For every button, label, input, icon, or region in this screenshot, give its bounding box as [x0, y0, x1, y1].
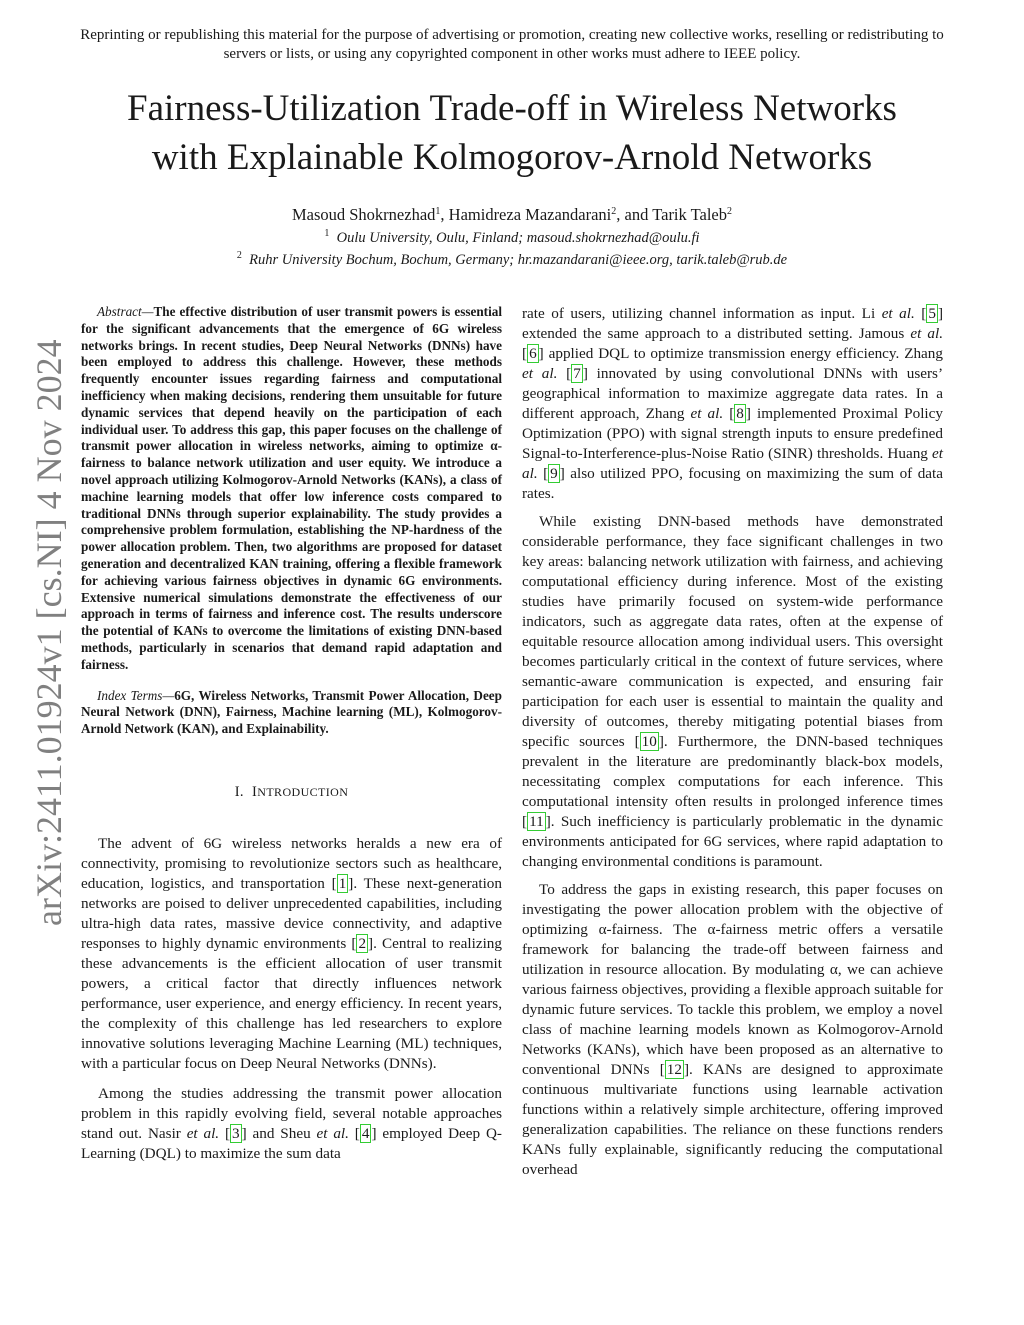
author-name: Tarik Taleb — [652, 205, 728, 224]
citation-link[interactable]: 1 — [338, 874, 347, 892]
left-column — [81, 304, 502, 1174]
author-name: Hamidreza Mazandarani — [448, 205, 612, 224]
paragraph: While existing DNN-based methods have demonstrated considerable performance, they face significant challenges in two key areas: balancing network utilization with fairness, and achieving computational efficiency during inference. Most of the existing studies have primarily focused on system-wide performance indicators, such as aggregate data rates, often at the expense of equitable resource allocation among individual users. This oversight becomes particularly critical in the context of future services, where semantic-aware communication is expected, and ensuring fair participation for each user is essential to maintain the quality and diversity of outcomes, thereby mitigating potential biases from specific sources [ 10 ]. Furthermore, the DNN-based techniques prevalent in the literature are predominantly black-box models, necessitating complex computations for each inference. This computational intensity often results in prolonged inference times [ 11 ]. Such inefficiency is particularly problematic in the dynamic environments anticipated for 6G services, where rapid adaptation to changing environmental conditions is paramount. — [522, 513, 943, 870]
ieee-copyright-notice: Reprinting or republishing this material for the purpose of advertising or promotion, creating new collective works, reselling or redistributing to servers or lists, or using any copyrighted component in other works must adhere to IEEE policy. — [80, 27, 944, 62]
paragraph: Among the studies addressing the transmit power allocation problem in this rapidly evolving field, several notable approaches stand out. Nasir et al. [ 3 ] and Sheu et al. [ 4 ] employed Deep Q-Learning (DQL) to maximize the sum data — [81, 1084, 502, 1162]
citation-link[interactable]: 6 — [529, 345, 537, 362]
citation-link[interactable]: 9 — [550, 465, 558, 482]
author-affiliation-mark: 1 — [435, 206, 441, 217]
affiliation-1: $^1$ Oulu University, Oulu, Finland; masoud.shokrnezhad@oulu.fi — [324, 228, 700, 246]
index-terms: Index Terms—6G, Wireless Networks, Transmit Power Allocation, Deep Neural Network (DNN), Fairness, Machine learning (ML), Kolmogorov-Arnold Network (KAN), and Explainability. — [81, 687, 502, 737]
citation-link[interactable]: 10 — [641, 733, 657, 750]
author-affiliation-mark: 2 — [727, 206, 733, 217]
author-list: Masoud Shokrnezhad$^1$, Hamidreza Mazandarani$^2$, and Tarik Taleb$^2$ — [291, 205, 733, 224]
affiliation-2: $^2$ Ruhr University Bochum, Bochum, Germany; hr.mazandarani@ieee.org, tarik.taleb@rub.de — [236, 250, 788, 268]
author-name: Masoud Shokrnezhad — [291, 205, 436, 224]
abstract-text: The effective distribution of user transmit powers is essential for the significant advancements that the emergence of 6G wireless networks brings. In recent studies, Deep Neural Networks (DNNs) have been employed to address this challenge. However, these methods frequently encounter issues regarding fairness and computational inefficiency when making decisions, rendering them unsuitable for future dynamic services that depend heavily on the participation of each individual user. To address this gap, this paper focuses on the challenge of transmit power allocation in wireless networks, aiming to optimize α-fairness to balance network utilization and user equity. We introduce a novel approach utilizing Kolmogorov-Arnold Networks (KANs), a class of machine learning models that offer low inference costs compared to traditional DNNs through superior explainability. The study provides a comprehensive problem formulation, establishing the NP-hardness of the power allocation problem. Then, two algorithms are proposed for dataset generation and decentralized KAN training, offering a flexible framework for achieving various fairness objectives in dynamic 6G environments. Extensive numerical simulations demonstrate the effectiveness of our approach in terms of fairness and inference cost. The results underscore the potential of KANs to overcome the limitations of existing DNN-based methods, particularly in scenarios that demand rapid adaptation and fairness. — [81, 304, 502, 672]
index-terms-label: Index Terms — [97, 687, 163, 703]
index-terms-text: 6G, Wireless Networks, Transmit Power Allocation, Deep Neural Network (DNN), Fairness, Machine learning (ML), Kolmogorov-Arnold Network (KAN), and Explainability. — [81, 687, 502, 737]
citation-link[interactable]: 12 — [666, 1061, 682, 1078]
paper-title — [40, 84, 984, 182]
abstract-label: Abstract — [97, 304, 142, 319]
citation-link[interactable]: 8 — [736, 405, 744, 422]
paragraph: To address the gaps in existing research, this paper focuses on investigating the power allocation problem with the objective of optimizing α-fairness. The α-fairness metric offers a versatile framework for balancing the trade-off between fairness and utilization in resource allocation. By modulating α, we can achieve various fairness objectives, providing a flexible approach suitable for dynamic future services. To tackle this problem, we employ a novel class of machine learning models known as Kolmogorov-Arnold Networks (KANs), which have been proposed as an alternative to conventional DNNs [ 12 ]. KANs are designed to approximate continuous multivariate functions using learnable activation functions within a relatively simple architecture, offering improved generalization capabilities. The reliance on these functions renders KANs fully explainable, significantly reducing the computational overhead — [522, 881, 944, 1178]
paragraph: The advent of 6G wireless networks heralds a new era of connectivity, promising to revolutionize sectors such as healthcare, education, logistics, and transportation [ 1 ]. These next-generation networks are poised to deliver unprecedented capabilities, including ultra-high data rates, massive device connectivity, and adaptive responses to highly dynamic environments [ 2 ]. Central to realizing these advancements is the efficient allocation of user transmit powers, a critical factor that directly influences network performance, user experience, and energy efficiency. In recent years, the complexity of this challenge has led researchers to explore innovative solutions leveraging Machine Learning (ML) techniques, with a particular focus on Deep Neural Networks (DNNs). — [81, 834, 502, 1072]
citation-link[interactable]: 4 — [361, 1124, 370, 1142]
citation-link[interactable]: 11 — [529, 813, 544, 830]
title-line-1: Fairness-Utilization Trade-off in Wireless Networks — [127, 88, 897, 129]
citation-link[interactable]: 3 — [232, 1124, 240, 1142]
citation-link[interactable]: 7 — [573, 365, 581, 382]
author-affiliation-mark: 2 — [611, 206, 617, 217]
abstract: Abstract—The effective distribution of user transmit powers is essential for the significant advancements that the emergence of 6G wireless networks brings. In recent studies, Deep Neural Networks (DNNs) have been employed to address this challenge. However, these methods frequently encounter issues regarding fairness and computational inefficiency when making decisions, rendering them unsuitable for future dynamic services that depend heavily on the participation of each individual user. To address this gap, this paper focuses on the challenge of transmit power allocation in wireless networks, aiming to optimize α-fairness to balance network utilization and user equity. We introduce a novel approach utilizing Kolmogorov-Arnold Networks (KANs), a class of machine learning models that offer low inference costs compared to traditional DNNs through superior explainability. The study provides a comprehensive problem formulation, establishing the NP-hardness of the power allocation problem. Then, two algorithms are proposed for dataset generation and decentralized KAN training, offering a flexible framework for achieving various fairness objectives in dynamic 6G environments. Extensive numerical simulations demonstrate the effectiveness of our approach in terms of fairness and inference cost. The results underscore the potential of KANs to overcome the limitations of existing DNN-based methods, particularly in scenarios that demand rapid adaptation and fairness. — [81, 304, 502, 672]
section-heading-introduction: I. INTRODUCTION — [234, 783, 349, 800]
right-column — [522, 304, 943, 1188]
arxiv-watermark: arXiv:2411.01924v1 [cs.NI] 4 Nov 2024 — [29, 339, 69, 926]
citation-link[interactable]: 5 — [928, 305, 936, 322]
citation-link[interactable]: 2 — [358, 934, 367, 952]
title-line-2: with Explainable Kolmogorov-Arnold Networks — [151, 137, 873, 178]
paragraph: rate of users, utilizing channel information as input. Li et al. [ 5 ] extended the same approach to a distributed setting. Jamous et al. [ 6 ] applied DQL to optimize transmission energy efficiency. Zhang et al. [ 7 ] innovated by using convolutional DNNs with users’ geographical information to maximize aggregate data rates. In a different approach, Zhang et al. [ 8 ] implemented Proximal Policy Optimization (PPO) with signal strength inputs to ensure predefined Signal-to-Interference-plus-Noise Ratio (SINR) thresholds. Huang et al. [ 9 ] also utilized PPO, focusing on maximizing the sum of data rates. — [522, 305, 944, 502]
